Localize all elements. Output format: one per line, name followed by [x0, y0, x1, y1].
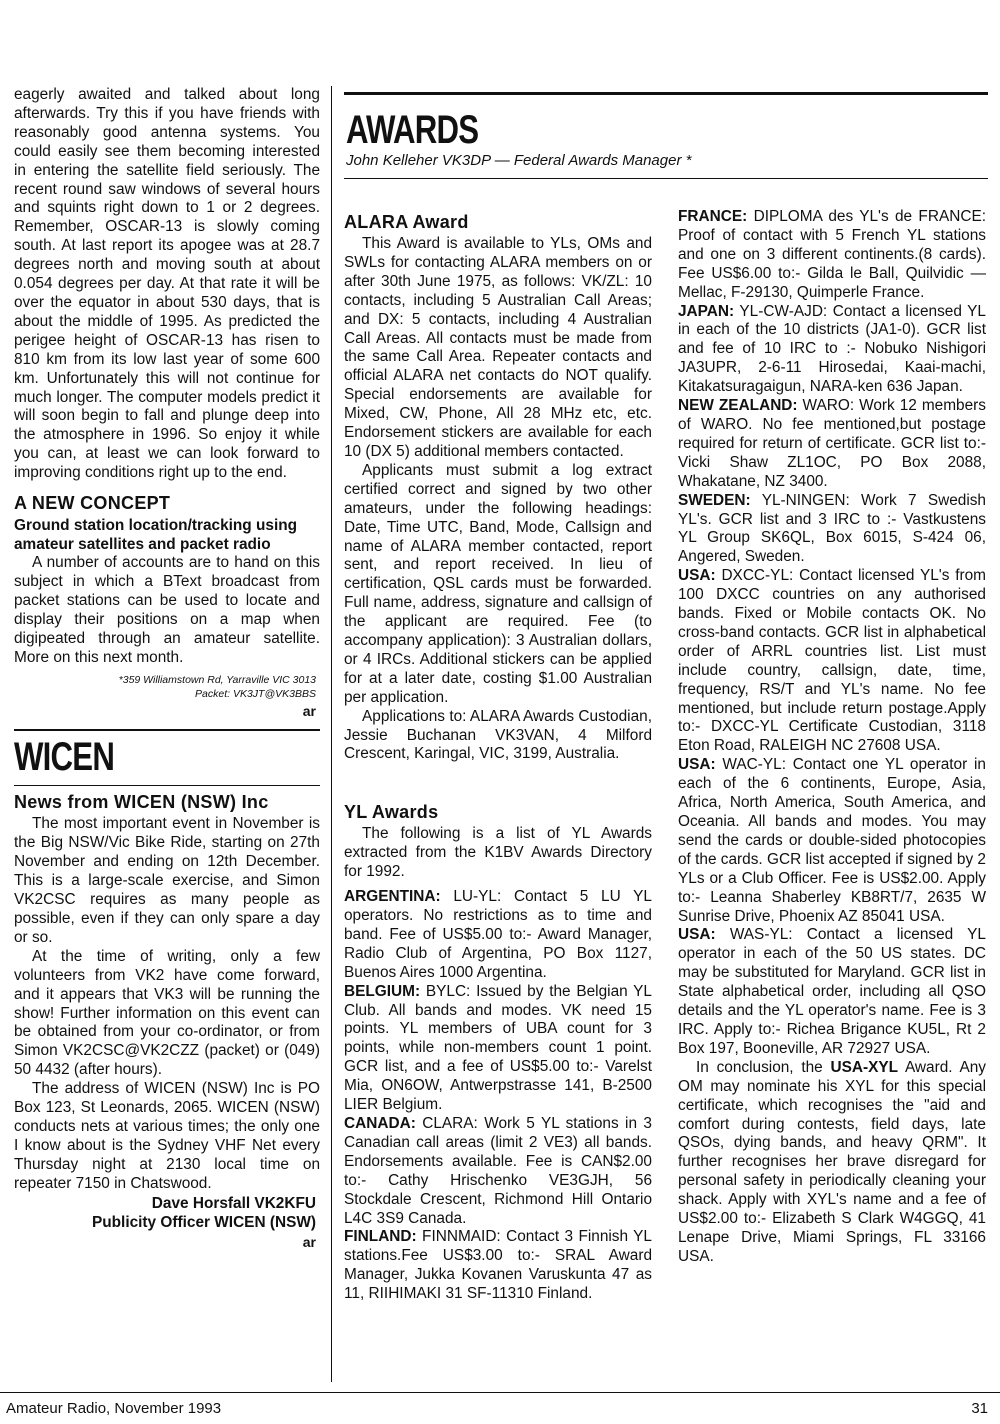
- footer-rule: [0, 1392, 1000, 1393]
- wicen-paragraph-2: At the time of writing, only a few volunteers from VK2 have come forward, and it appears that VK3 will be running the show! Further information on this event can be obtained from your co-ordinator, or from Simon VK2CSC@VK2CZZ (packet) or (049) 50 4432 (after hours).: [14, 947, 320, 1079]
- belgium-entry: BELGIUM: BYLC: Issued by the Belgian YL Club. All bands and modes. VK need 15 points. YL members of UBA count for 3 points, while non-members count 1 point. GCR list, and a fee of US$5.00 to:- Varelst Mia, ON6OW, Antwerpstrasse 141, B-2500 LIER Belgium.: [344, 982, 652, 1114]
- page-number: 31: [971, 1400, 988, 1417]
- country-label: ARGENTINA:: [344, 888, 441, 906]
- alara-paragraph-3: Applications to: ALARA Awards Custodian, Jessie Buchanan VK3VAN, 4 Milford Crescent, Karingal, VIC, 3199, Australia.: [344, 707, 652, 763]
- author-packet-address: Packet: VK3JT@VK3BBS: [195, 688, 316, 701]
- signature-title: Publicity Officer WICEN (NSW): [91, 1213, 316, 1231]
- new-zealand-entry: NEW ZEALAND: WARO: Work 12 members of WARO. No fee mentioned,but postage required for return of certificate. GCR list to:- Vicki Shaw ZL1OC, PO Box 2088, Whakatane, NZ 3400.: [678, 397, 986, 490]
- right-column: [678, 208, 986, 1267]
- end-mark: ar: [302, 1233, 316, 1250]
- sweden-entry: SWEDEN: YL-NINGEN: Work 7 Swedish YL's. GCR list and 3 IRC to :- Vastkustens YL Group SK6QL, Box 6015, S-424 06, Angered, Sweden.: [678, 491, 986, 566]
- conclusion-paragraph: In conclusion, the USA-XYL Award. Any OM may nominate his XYL for this special certificate, which recognises the "aid and comfort during contests, field days, late QSOs, dying bands, and heavy QRM". It further recognises her brave disregard for personal safety in periodically cleaning your shack. Apply with XYL's name and a fee of US$2.00 to:- Elizabeth S Clark W4GGQ, 41 Lenape Drive, Miami Springs, FL 33166 USA.: [678, 1058, 986, 1265]
- finland-entry: FINLAND: FINNMAID: Contact 3 Finnish YL stations.Fee US$3.00 to:- SRAL Award Manager, Jukka Kovanen Varuskunta 47 as 11, RIIHIMAKI 31 SF-11310 Finland.: [344, 1228, 652, 1303]
- wicen-rule: [14, 729, 320, 731]
- alara-paragraph-2: Applicants must submit a log extract certified correct and signed by two other amateurs, under the following headings: Date, Time UTC, Band, Mode, Callsign and name of ALARA member contacted, report sent, and report received. In lieu of certification, QSL cards must be forwarded. Full name, address, signature and callsign of the applicant are required. Fee (to accompany application): 3 Australian dollars, or 4 IRCs. Additional stickers can be applied for at a later date, costing $1.00 Australian per application.: [344, 461, 652, 706]
- wicen-heading: News from WICEN (NSW) Inc: [14, 792, 269, 813]
- country-label: BELGIUM:: [344, 982, 421, 1000]
- wicen-subrule: [14, 785, 320, 786]
- canada-entry: CANADA: CLARA: Work 5 YL stations in 3 Canadian call areas (limit 2 VE3) all bands. Endorsements available. Fee is CAN$2.00 to:- Cathy Hrischenko VE3GJH, 56 Stockdale Crescent, Richmond Hill Ontario L4C 3S9 Canada.: [344, 1114, 652, 1227]
- country-label: FRANCE:: [678, 208, 748, 225]
- awards-title: AWARDS: [346, 108, 479, 152]
- country-label: SWEDEN:: [678, 491, 751, 509]
- country-label: USA:: [678, 926, 716, 944]
- country-label: FINLAND:: [344, 1228, 417, 1246]
- intro-paragraph: eagerly awaited and talked about long afterwards. Try this if you have friends with reasonably good antenna systems. You could easily see them becoming interested in entering the satellite field seriously. The recent round saw windows of several hours and squints right down to 1 or 2 degrees. Remember, OSCAR-13 is slowly coming south. At last report its apogee was at 28.7 degrees north and moving south at about 0.054 degrees per day. At that rate it will be over the equator in about 530 days, that is about the middle of 1995. As predicted the perigee height of OSCAR-13 has risen to 810 km from its low last year of some 600 km. Unfortunately this will not continue for much longer. The computer models predict it will soon begin to fall and plunge deep into the atmosphere in 1996. So enjoy it while you can, at least we can look forward to improving conditions right up to the end.: [14, 86, 320, 482]
- alara-paragraph-1: This Award is available to YLs, OMs and SWLs for contacting ALARA members on or after 30th June 1975, as follows: VK/ZL: 10 contacts, including 5 Australian Call Areas; and DX: 5 contacts, including 4 Australian Call Areas. All contacts must be made from the same Call Area. Repeater contacts and official ALARA net contacts do NOT qualify. Special endorsements are available for Mixed, CW, Phone, All 28 MHz etc, etc. Endorsement stickers are available for each 10 (DX 5) additional members contacted.: [344, 235, 652, 460]
- end-mark: ar: [302, 703, 316, 720]
- usa-xyl-label: USA-XYL: [830, 1058, 899, 1076]
- new-concept-subheading: Ground station location/tracking using amateur satellites and packet radio: [14, 517, 298, 554]
- alara-heading: ALARA Award: [344, 212, 469, 232]
- wicen-paragraph-1: The most important event in November is the Big NSW/Vic Bike Ride, starting on 27th November and ending on 12th December. This is a large-scale exercise, and Simon VK2CSC requires as many people as possible, even if they can only spare a day or so.: [14, 815, 320, 946]
- france-entry: FRANCE: DIPLOMA des YL's de FRANCE: Proof of contact with 5 French YL stations and one on 3 different continents.(8 cards). Fee US$6.00 to:- Gilda le Ball, Quilvidic — Mellac, F-29130, Quimperle France.: [678, 208, 986, 301]
- left-column: [14, 86, 320, 1250]
- column-divider: [331, 86, 332, 1382]
- new-concept-paragraph: A number of accounts are to hand on this subject in which a BText broadcast from packet stations can be used to locate and display their positions on a map when digipeated through an amateur satellite. More on this next month.: [14, 554, 320, 666]
- country-label: USA:: [678, 567, 716, 585]
- awards-bottom-rule: [344, 178, 988, 179]
- middle-column: [344, 208, 652, 1304]
- usa-was-entry: USA: WAS-YL: Contact a licensed YL operator in each of the 50 US states. DC may be substituted for Maryland. GCR list in State alphabetical order, including all QSO details and the YL operator's name. Fee is 3 IRC. Apply to:- Richea Brigance KU5L, Rt 2 Box 197, Booneville, AR 72927 USA.: [678, 926, 986, 1057]
- yl-intro: The following is a list of YL Awards extracted from the K1BV Awards Directory for 1992.: [344, 825, 652, 881]
- author-address: *359 Williamstown Rd, Yarraville VIC 3013: [118, 674, 316, 687]
- awards-byline: John Kelleher VK3DP — Federal Awards Manager *: [346, 152, 692, 169]
- awards-header: [346, 108, 691, 169]
- country-label: JAPAN:: [678, 302, 735, 320]
- footer-publication: Amateur Radio, November 1993: [6, 1400, 222, 1417]
- usa-wac-entry: USA: WAC-YL: Contact one YL operator in each of the 6 continents, Europe, Asia, Africa, North America, South America, and Oceania. All bands and modes. You may send the cards or double-sided photocopies of the cards. GCR list accepted if signed by 2 YLs or a Club Officer. Fee is US$2.00. Apply to:- Leanna Shaberley KB8RT/7, 2635 W Sunrise Drive, Phoenix AZ 85041 USA.: [678, 756, 986, 925]
- awards-top-rule: [344, 92, 988, 95]
- wicen-paragraph-3: The address of WICEN (NSW) Inc is PO Box 123, St Leonards, 2065. WICEN (NSW) conducts nets at various times; the only one I know about is the Sydney VHF Net every Thursday night at 2130 local time on repeater 7150 in Chatswood.: [14, 1080, 320, 1192]
- usa-dxcc-entry: USA: DXCC-YL: Contact licensed YL's from 100 DXCC countries on any authorised bands. Fixed or Mobile contacts OK. No cross-band contacts. GCR list in alphabetical order of ARRL countries list. List must include country, callsign, date, time, frequency, RS/T and YL's name. No fee mentioned, but include return postage.Apply to:- DXCC-YL Certificate Custodian, 3118 Eton Road, RALEIGH NC 27608 USA.: [678, 567, 986, 755]
- yl-awards-heading: YL Awards: [344, 802, 439, 823]
- argentina-entry: ARGENTINA: LU-YL: Contact 5 LU YL operators. No restrictions as to time and band. Fee of US$5.00 to:- Award Manager, Radio Club of Argentina, PO Box 1127, Buenos Aires 1000 Argentina.: [344, 888, 652, 981]
- country-label: USA:: [678, 756, 716, 774]
- country-label: CANADA:: [344, 1114, 416, 1132]
- new-concept-heading: A NEW CONCEPT: [14, 493, 171, 514]
- wicen-title: WICEN: [14, 735, 115, 780]
- signature-name: Dave Horsfall VK2KFU: [151, 1194, 316, 1212]
- country-label: NEW ZEALAND:: [678, 397, 798, 415]
- japan-entry: JAPAN: YL-CW-AJD: Contact a licensed YL in each of the 10 districts (JA1-0). GCR list and fee of 10 IRC to :- Nobuko Nishigori JA3UPR, 2-6-11 Hirosedai, Kaai-machi, Kitakatsuragaigun, NARA-ken 636 Japan.: [678, 302, 986, 396]
